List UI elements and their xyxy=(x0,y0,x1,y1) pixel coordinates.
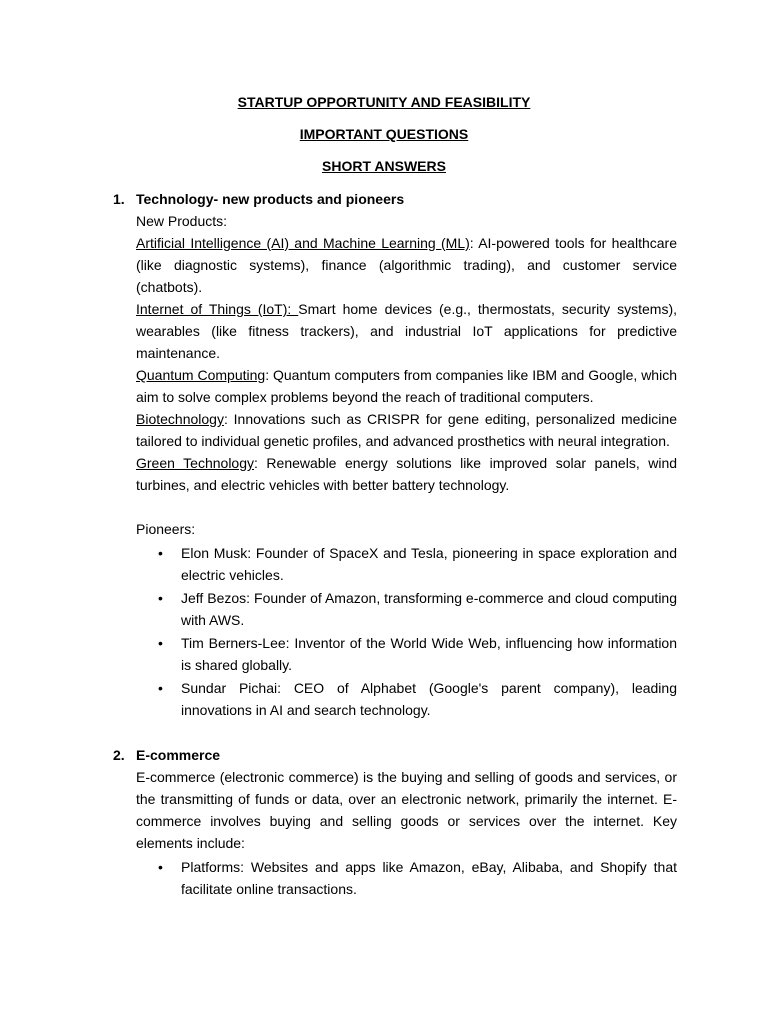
pioneer-text: Elon Musk: Founder of SpaceX and Tesla, pioneering in space exploration and electric vehicles. xyxy=(181,545,677,583)
list-item xyxy=(136,632,677,676)
bullet-icon: • xyxy=(158,680,163,696)
title-block xyxy=(0,92,768,188)
product-term: Biotechnology xyxy=(136,411,224,427)
ecommerce-list xyxy=(136,856,677,900)
new-products-label: New Products: xyxy=(136,213,228,229)
question-2-title: E-commerce xyxy=(136,747,221,763)
list-item xyxy=(136,542,677,586)
product-term: Green Technology xyxy=(136,455,255,471)
question-2 xyxy=(113,744,677,900)
list-item xyxy=(136,587,677,631)
product-term: Quantum Computing xyxy=(136,367,266,383)
product-item-ai xyxy=(136,232,677,298)
bullet-icon: • xyxy=(158,545,163,561)
ecommerce-paragraph: E-commerce (electronic commerce) is the buying and selling of goods and services, or the transmitting of funds or data, over an electronic network, primarily the internet. E-commerce involves buying and selling goods or services over the internet. Key elements include: xyxy=(136,769,677,851)
bullet-icon: • xyxy=(158,859,163,875)
question-2-number: 2. xyxy=(113,747,125,763)
document-subtitle: IMPORTANT QUESTIONS xyxy=(299,126,469,142)
product-item-quantum xyxy=(136,364,677,408)
product-term: Artificial Intelligence (AI) and Machine Learning (ML) xyxy=(136,235,470,251)
product-desc: Smart home devices (e.g., thermostats, security systems), wearables (like fitness trackers), and industrial IoT applications for predictive maintenance. xyxy=(136,301,677,361)
pioneer-text: Tim Berners-Lee: Inventor of the World Wide Web, influencing how information is shared globally. xyxy=(181,635,677,673)
product-item-green xyxy=(136,452,677,496)
product-desc: : Renewable energy solutions like improved solar panels, wind turbines, and electric vehicles with better battery technology. xyxy=(136,455,678,493)
bullet-icon: • xyxy=(158,635,163,651)
document-subtitle-2: SHORT ANSWERS xyxy=(322,158,446,174)
pioneer-text: Jeff Bezos: Founder of Amazon, transforming e-commerce and cloud computing with AWS. xyxy=(181,590,677,628)
product-desc: : Innovations such as CRISPR for gene editing, personalized medicine tailored to individual genetic profiles, and advanced prosthetics with neural integration. xyxy=(136,411,677,449)
document-title: STARTUP OPPORTUNITY AND FEASIBILITY xyxy=(237,94,531,110)
spacer xyxy=(113,722,677,744)
document-body xyxy=(113,188,677,901)
question-1-number: 1. xyxy=(113,191,125,207)
list-item xyxy=(136,677,677,721)
pioneers-list xyxy=(136,542,677,721)
question-1 xyxy=(113,188,677,721)
question-1-title: Technology- new products and pioneers xyxy=(136,191,405,207)
bullet-icon: • xyxy=(158,590,163,606)
product-item-biotech xyxy=(136,408,677,452)
product-item-iot xyxy=(136,298,677,364)
ecommerce-bullet-text: Platforms: Websites and apps like Amazon, eBay, Alibaba, and Shopify that facilitate online transactions. xyxy=(181,859,677,897)
product-desc: : AI-powered tools for healthcare (like diagnostic systems), finance (algorithmic trading), and customer service (chatbots). xyxy=(136,235,677,295)
list-item xyxy=(136,856,677,900)
pioneers-label: Pioneers: xyxy=(136,521,196,537)
product-desc: : Quantum computers from companies like IBM and Google, which aim to solve complex problems beyond the reach of traditional computers. xyxy=(136,367,677,405)
spacer xyxy=(136,496,677,518)
product-term: Internet of Things (IoT): xyxy=(136,301,299,317)
pioneer-text: Sundar Pichai: CEO of Alphabet (Google's parent company), leading innovations in AI and search technology. xyxy=(181,680,677,718)
